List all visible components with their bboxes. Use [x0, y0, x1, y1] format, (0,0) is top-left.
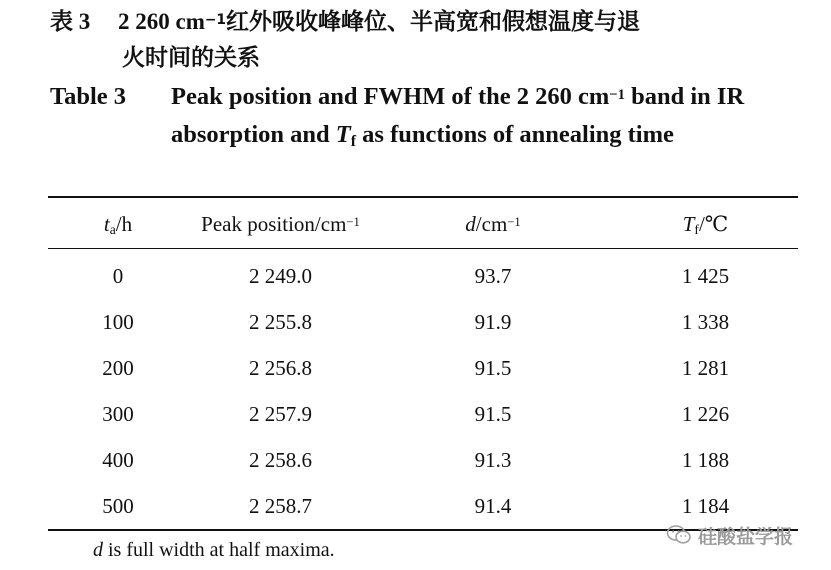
watermark-text: 硅酸盐学报 — [698, 525, 794, 548]
chinese-table-label: 表 3 — [50, 9, 91, 34]
cell-fwhm: 91.9 — [474, 309, 512, 334]
chinese-caption — [50, 4, 820, 76]
header-tf-symbol: T — [682, 211, 695, 236]
header-fictive-temperature — [613, 197, 798, 249]
cell-annealing-time: 0 — [112, 263, 124, 288]
cell-peak-position: 2 256.8 — [249, 355, 312, 380]
header-peak-label: Peak position/cm — [201, 211, 347, 236]
cell-fwhm: 91.5 — [474, 401, 512, 426]
header-d-unit: /cm — [475, 211, 508, 236]
chinese-caption-wavenumber: 2 260 cm — [118, 9, 205, 34]
header-peak-sup: −1 — [346, 215, 360, 230]
cell-fictive-temperature: 1 281 — [681, 355, 730, 380]
cell-fictive-temperature: 1 188 — [681, 447, 730, 472]
cell-fictive-temperature: 1 338 — [681, 309, 730, 334]
footnote-symbol: d — [93, 539, 103, 561]
header-d-symbol: d — [465, 211, 476, 236]
cell-peak-position: 2 258.6 — [249, 447, 312, 472]
footnote-text: is full width at half maxima. — [103, 539, 335, 561]
header-row — [48, 197, 798, 249]
table-row — [48, 437, 798, 483]
cell-annealing-time: 300 — [102, 401, 134, 426]
header-ta-sub: a — [109, 221, 116, 237]
cell-fwhm: 91.3 — [474, 447, 512, 472]
cell-fictive-temperature: 1 425 — [681, 263, 730, 288]
header-d-sup: −1 — [507, 215, 521, 230]
cell-fwhm: 93.7 — [474, 263, 512, 288]
header-ta-unit: /h — [115, 211, 133, 236]
cell-peak-position: 2 257.9 — [249, 401, 312, 426]
cell-fwhm: 91.4 — [373, 483, 613, 530]
cell-peak-position: 2 258.7 — [188, 483, 373, 530]
data-table — [48, 196, 798, 531]
english-table-label: Table 3 — [50, 83, 127, 110]
cell-annealing-time: 500 — [48, 483, 188, 530]
wechat-icon — [666, 524, 692, 546]
english-caption-mid: band in IR absorption and — [171, 83, 745, 148]
english-caption-pre: Peak position and FWHM of the 2 260 cm — [171, 83, 610, 110]
chinese-caption-text: 红外吸收峰峰位、半高宽和假想温度与退 — [226, 9, 641, 35]
cell-annealing-time: 400 — [102, 447, 134, 472]
english-caption-body — [171, 78, 820, 154]
chinese-caption-superscript: −1 — [204, 12, 227, 29]
english-caption — [50, 78, 820, 154]
english-caption-tf: T — [335, 121, 351, 148]
cell-annealing-time: 200 — [102, 355, 134, 380]
table-body — [48, 249, 798, 531]
chinese-caption-line1 — [50, 4, 820, 40]
cell-fictive-temperature: 1 184 — [613, 483, 798, 530]
cell-fwhm: 91.5 — [474, 355, 512, 380]
table-row — [48, 299, 798, 345]
header-peak-position — [188, 197, 373, 249]
table-row — [48, 391, 798, 437]
cell-annealing-time: 100 — [102, 309, 134, 334]
header-fwhm — [373, 197, 613, 249]
cell-peak-position: 2 255.8 — [249, 309, 312, 334]
english-caption-post: as functions of annealing time — [356, 121, 674, 148]
english-caption-tf-sub: f — [350, 132, 357, 150]
header-tf-unit: /℃ — [698, 211, 729, 236]
table-row — [48, 249, 798, 300]
table-row — [48, 345, 798, 391]
header-annealing-time — [48, 197, 188, 249]
cell-fictive-temperature: 1 226 — [681, 401, 730, 426]
header-tf-sub: f — [694, 221, 699, 237]
table-footnote — [93, 539, 335, 562]
chinese-caption-line2: 火时间的关系 — [122, 45, 260, 71]
english-caption-superscript: −1 — [609, 86, 625, 103]
source-watermark — [666, 520, 793, 550]
cell-peak-position: 2 249.0 — [249, 263, 312, 288]
header-ta-symbol: t — [103, 211, 110, 236]
table-header — [48, 197, 798, 249]
